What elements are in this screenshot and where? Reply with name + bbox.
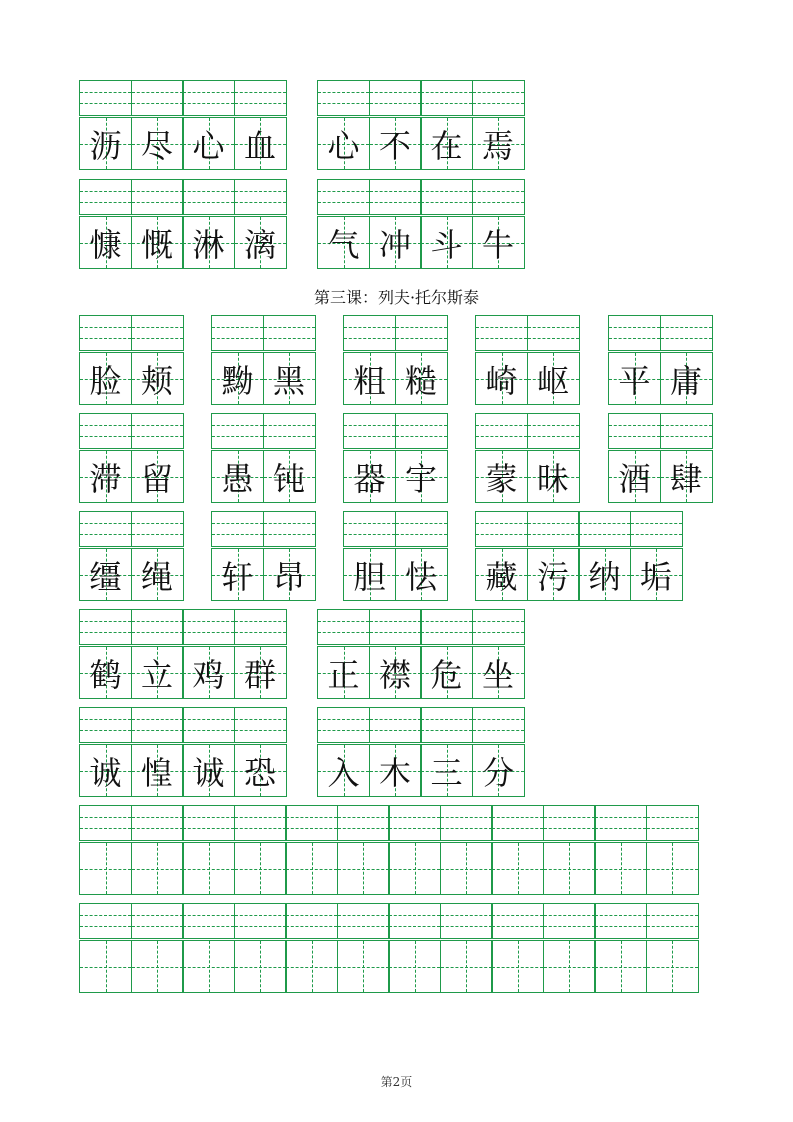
pinyin-cell[interactable] — [388, 903, 441, 939]
hanzi-char: 颊 — [140, 361, 173, 400]
pinyin-cell[interactable] — [608, 413, 661, 449]
hanzi-char: 三 — [430, 753, 463, 792]
pinyin-row — [608, 315, 713, 351]
hanzi-cell[interactable] — [79, 216, 132, 269]
hanzi-char: 漓 — [243, 225, 276, 264]
hanzi-cell[interactable] — [234, 842, 287, 895]
hanzi-cell[interactable] — [211, 548, 264, 601]
hanzi-char: 昂 — [272, 557, 305, 596]
hanzi-cell[interactable] — [630, 548, 683, 601]
hanzi-char: 黑 — [272, 361, 305, 400]
hanzi-char: 群 — [243, 655, 276, 694]
pinyin-cell[interactable] — [527, 511, 580, 547]
pinyin-cell[interactable] — [234, 903, 287, 939]
hanzi-row — [211, 450, 316, 503]
hanzi-cell[interactable] — [395, 450, 448, 503]
pinyin-cell[interactable] — [395, 315, 448, 351]
hanzi-cell[interactable] — [234, 216, 287, 269]
pinyin-cell[interactable] — [395, 511, 448, 547]
hanzi-char: 正 — [327, 655, 360, 694]
pinyin-cell[interactable] — [543, 805, 596, 841]
hanzi-cell[interactable] — [472, 216, 525, 269]
pinyin-row — [79, 609, 287, 645]
hanzi-cell[interactable] — [79, 352, 132, 405]
pinyin-cell[interactable] — [131, 80, 184, 116]
hanzi-cell[interactable] — [131, 450, 184, 503]
hanzi-cell[interactable] — [420, 117, 473, 170]
pinyin-cell[interactable] — [263, 511, 316, 547]
hanzi-char: 心 — [327, 126, 360, 165]
pinyin-row — [475, 315, 580, 351]
pinyin-row — [211, 511, 316, 547]
pinyin-cell[interactable] — [491, 903, 544, 939]
hanzi-cell[interactable] — [285, 842, 338, 895]
hanzi-cell[interactable] — [420, 216, 473, 269]
pinyin-row — [343, 315, 448, 351]
pinyin-cell[interactable] — [131, 707, 184, 743]
hanzi-row — [79, 117, 287, 170]
pinyin-cell[interactable] — [182, 609, 235, 645]
hanzi-char: 诚 — [89, 753, 122, 792]
hanzi-cell[interactable] — [131, 940, 184, 993]
pinyin-cell[interactable] — [182, 903, 235, 939]
hanzi-cell[interactable] — [369, 646, 422, 699]
hanzi-cell[interactable] — [660, 450, 713, 503]
pinyin-cell[interactable] — [608, 315, 661, 351]
hanzi-char: 气 — [327, 225, 360, 264]
pinyin-cell[interactable] — [472, 179, 525, 215]
hanzi-char: 肆 — [669, 459, 702, 498]
pinyin-cell[interactable] — [285, 805, 338, 841]
hanzi-cell[interactable] — [472, 744, 525, 797]
pinyin-cell[interactable] — [211, 315, 264, 351]
pinyin-cell[interactable] — [472, 80, 525, 116]
hanzi-char: 器 — [353, 459, 386, 498]
pinyin-cell[interactable] — [543, 903, 596, 939]
hanzi-cell[interactable] — [285, 940, 338, 993]
hanzi-cell[interactable] — [527, 352, 580, 405]
pinyin-row — [608, 413, 713, 449]
hanzi-row — [343, 352, 448, 405]
hanzi-cell[interactable] — [182, 744, 235, 797]
pinyin-cell[interactable] — [491, 805, 544, 841]
pinyin-cell[interactable] — [79, 805, 132, 841]
hanzi-cell[interactable] — [440, 940, 493, 993]
hanzi-char: 绳 — [140, 557, 173, 596]
pinyin-cell[interactable] — [263, 315, 316, 351]
hanzi-char: 恐 — [243, 753, 276, 792]
hanzi-char: 钝 — [272, 459, 305, 498]
hanzi-cell[interactable] — [475, 548, 528, 601]
pinyin-cell[interactable] — [475, 315, 528, 351]
hanzi-cell[interactable] — [211, 352, 264, 405]
pinyin-row — [343, 511, 448, 547]
hanzi-cell[interactable] — [472, 117, 525, 170]
pinyin-cell[interactable] — [131, 315, 184, 351]
hanzi-cell[interactable] — [578, 548, 631, 601]
hanzi-cell[interactable] — [317, 216, 370, 269]
pinyin-row — [475, 413, 580, 449]
hanzi-cell[interactable] — [369, 744, 422, 797]
hanzi-cell[interactable] — [79, 450, 132, 503]
pinyin-cell[interactable] — [131, 511, 184, 547]
pinyin-row — [79, 707, 287, 743]
hanzi-char: 滞 — [89, 459, 122, 498]
pinyin-cell[interactable] — [660, 315, 713, 351]
hanzi-char: 淋 — [192, 225, 225, 264]
hanzi-char: 木 — [378, 753, 411, 792]
pinyin-cell[interactable] — [369, 707, 422, 743]
hanzi-cell[interactable] — [234, 646, 287, 699]
hanzi-char: 牛 — [481, 225, 514, 264]
pinyin-cell[interactable] — [420, 609, 473, 645]
hanzi-char: 怯 — [404, 557, 437, 596]
hanzi-char: 愚 — [221, 459, 254, 498]
hanzi-char: 分 — [481, 753, 514, 792]
pinyin-cell[interactable] — [79, 80, 132, 116]
pinyin-cell[interactable] — [79, 315, 132, 351]
pinyin-row — [317, 707, 525, 743]
pinyin-cell[interactable] — [79, 707, 132, 743]
hanzi-cell[interactable] — [317, 744, 370, 797]
pinyin-cell[interactable] — [131, 179, 184, 215]
hanzi-row — [317, 744, 525, 797]
hanzi-row — [317, 216, 525, 269]
pinyin-cell[interactable] — [646, 903, 699, 939]
pinyin-cell[interactable] — [234, 609, 287, 645]
hanzi-char: 鸡 — [192, 655, 225, 694]
pinyin-cell[interactable] — [594, 805, 647, 841]
hanzi-cell[interactable] — [182, 842, 235, 895]
hanzi-row — [475, 450, 580, 503]
pinyin-cell[interactable] — [182, 707, 235, 743]
hanzi-char: 血 — [243, 126, 276, 165]
pinyin-cell[interactable] — [420, 179, 473, 215]
pinyin-cell[interactable] — [131, 903, 184, 939]
hanzi-cell[interactable] — [343, 352, 396, 405]
hanzi-char: 藏 — [485, 557, 518, 596]
pinyin-cell[interactable] — [79, 413, 132, 449]
pinyin-cell[interactable] — [234, 707, 287, 743]
hanzi-char: 危 — [430, 655, 463, 694]
hanzi-cell[interactable] — [263, 548, 316, 601]
hanzi-char: 尽 — [140, 126, 173, 165]
pinyin-cell[interactable] — [475, 413, 528, 449]
pinyin-cell[interactable] — [388, 805, 441, 841]
hanzi-char: 入 — [327, 753, 360, 792]
lesson-title: 第三课：列夫·托尔斯泰 — [313, 288, 480, 307]
hanzi-row — [79, 940, 699, 993]
hanzi-cell[interactable] — [388, 842, 441, 895]
hanzi-cell[interactable] — [131, 352, 184, 405]
hanzi-cell[interactable] — [211, 450, 264, 503]
hanzi-char: 慨 — [140, 225, 173, 264]
hanzi-cell[interactable] — [608, 352, 661, 405]
hanzi-cell[interactable] — [369, 117, 422, 170]
hanzi-cell[interactable] — [79, 646, 132, 699]
hanzi-char: 岖 — [536, 361, 569, 400]
pinyin-cell[interactable] — [395, 413, 448, 449]
hanzi-row — [79, 216, 287, 269]
hanzi-cell[interactable] — [131, 842, 184, 895]
pinyin-cell[interactable] — [369, 609, 422, 645]
pinyin-cell[interactable] — [527, 413, 580, 449]
hanzi-row — [475, 548, 683, 601]
hanzi-char: 纳 — [588, 557, 621, 596]
hanzi-row — [343, 548, 448, 601]
pinyin-cell[interactable] — [317, 80, 370, 116]
pinyin-cell[interactable] — [211, 413, 264, 449]
pinyin-row — [79, 179, 287, 215]
hanzi-cell[interactable] — [263, 450, 316, 503]
pinyin-cell[interactable] — [337, 903, 390, 939]
pinyin-row — [475, 511, 683, 547]
hanzi-cell[interactable] — [646, 842, 699, 895]
hanzi-char: 平 — [618, 361, 651, 400]
pinyin-cell[interactable] — [211, 511, 264, 547]
pinyin-cell[interactable] — [440, 805, 493, 841]
pinyin-row — [343, 413, 448, 449]
pinyin-cell[interactable] — [343, 511, 396, 547]
hanzi-cell[interactable] — [527, 450, 580, 503]
pinyin-cell[interactable] — [182, 179, 235, 215]
page-number: 第2页 — [380, 1075, 413, 1089]
hanzi-char: 污 — [536, 557, 569, 596]
pinyin-cell[interactable] — [578, 511, 631, 547]
pinyin-row — [317, 609, 525, 645]
pinyin-cell[interactable] — [369, 179, 422, 215]
pinyin-cell[interactable] — [527, 315, 580, 351]
hanzi-cell[interactable] — [594, 842, 647, 895]
hanzi-row — [608, 352, 713, 405]
pinyin-row — [79, 80, 287, 116]
pinyin-cell[interactable] — [343, 413, 396, 449]
hanzi-cell[interactable] — [608, 450, 661, 503]
hanzi-cell[interactable] — [527, 548, 580, 601]
hanzi-row — [79, 842, 699, 895]
hanzi-char: 不 — [378, 126, 411, 165]
pinyin-cell[interactable] — [317, 609, 370, 645]
hanzi-cell[interactable] — [131, 646, 184, 699]
hanzi-char: 焉 — [481, 126, 514, 165]
hanzi-row — [79, 352, 184, 405]
hanzi-cell[interactable] — [472, 646, 525, 699]
hanzi-cell[interactable] — [594, 940, 647, 993]
pinyin-cell[interactable] — [630, 511, 683, 547]
hanzi-cell[interactable] — [317, 646, 370, 699]
hanzi-cell[interactable] — [369, 216, 422, 269]
pinyin-cell[interactable] — [420, 707, 473, 743]
pinyin-cell[interactable] — [182, 80, 235, 116]
hanzi-row — [608, 450, 713, 503]
hanzi-cell[interactable] — [337, 940, 390, 993]
hanzi-char: 庸 — [669, 361, 702, 400]
pinyin-row — [317, 80, 525, 116]
hanzi-cell[interactable] — [337, 842, 390, 895]
pinyin-cell[interactable] — [263, 413, 316, 449]
hanzi-char: 在 — [430, 126, 463, 165]
hanzi-cell[interactable] — [182, 940, 235, 993]
hanzi-row — [343, 450, 448, 503]
hanzi-cell[interactable] — [131, 117, 184, 170]
hanzi-cell[interactable] — [317, 117, 370, 170]
hanzi-cell[interactable] — [131, 548, 184, 601]
hanzi-row — [79, 646, 287, 699]
pinyin-cell[interactable] — [420, 80, 473, 116]
hanzi-char: 沥 — [89, 126, 122, 165]
hanzi-char: 心 — [192, 126, 225, 165]
hanzi-cell[interactable] — [79, 842, 132, 895]
pinyin-cell[interactable] — [337, 805, 390, 841]
hanzi-char: 坐 — [481, 655, 514, 694]
hanzi-cell[interactable] — [182, 646, 235, 699]
hanzi-cell[interactable] — [646, 940, 699, 993]
hanzi-char: 胆 — [353, 557, 386, 596]
pinyin-cell[interactable] — [343, 315, 396, 351]
pinyin-row — [211, 315, 316, 351]
hanzi-cell[interactable] — [343, 548, 396, 601]
pinyin-cell[interactable] — [182, 805, 235, 841]
hanzi-char: 蒙 — [485, 459, 518, 498]
pinyin-row — [79, 903, 699, 939]
hanzi-cell[interactable] — [79, 744, 132, 797]
pinyin-cell[interactable] — [646, 805, 699, 841]
hanzi-cell[interactable] — [543, 842, 596, 895]
hanzi-cell[interactable] — [182, 117, 235, 170]
hanzi-cell[interactable] — [475, 450, 528, 503]
hanzi-char: 糙 — [404, 361, 437, 400]
hanzi-char: 鹤 — [89, 655, 122, 694]
hanzi-cell[interactable] — [131, 216, 184, 269]
hanzi-cell[interactable] — [420, 646, 473, 699]
pinyin-cell[interactable] — [79, 511, 132, 547]
pinyin-cell[interactable] — [131, 413, 184, 449]
pinyin-cell[interactable] — [79, 609, 132, 645]
pinyin-cell[interactable] — [472, 609, 525, 645]
hanzi-cell[interactable] — [79, 117, 132, 170]
pinyin-cell[interactable] — [285, 903, 338, 939]
pinyin-cell[interactable] — [440, 903, 493, 939]
hanzi-row — [317, 117, 525, 170]
hanzi-char: 酒 — [618, 459, 651, 498]
pinyin-cell[interactable] — [594, 903, 647, 939]
hanzi-row — [79, 450, 184, 503]
hanzi-cell[interactable] — [234, 744, 287, 797]
hanzi-cell[interactable] — [131, 744, 184, 797]
pinyin-cell[interactable] — [234, 179, 287, 215]
pinyin-cell[interactable] — [79, 903, 132, 939]
hanzi-char: 宇 — [404, 459, 437, 498]
hanzi-row — [79, 548, 184, 601]
hanzi-char: 脸 — [89, 361, 122, 400]
pinyin-cell[interactable] — [317, 179, 370, 215]
hanzi-cell[interactable] — [79, 548, 132, 601]
pinyin-row — [79, 511, 184, 547]
hanzi-cell[interactable] — [263, 352, 316, 405]
hanzi-cell[interactable] — [395, 548, 448, 601]
hanzi-row — [211, 548, 316, 601]
hanzi-char: 惶 — [140, 753, 173, 792]
pinyin-cell[interactable] — [472, 707, 525, 743]
hanzi-row — [475, 352, 580, 405]
pinyin-cell[interactable] — [317, 707, 370, 743]
hanzi-char: 冲 — [378, 225, 411, 264]
pinyin-row — [211, 413, 316, 449]
hanzi-char: 斗 — [430, 225, 463, 264]
hanzi-char: 垢 — [639, 557, 672, 596]
hanzi-char: 留 — [140, 459, 173, 498]
hanzi-cell[interactable] — [475, 352, 528, 405]
hanzi-char: 立 — [140, 655, 173, 694]
hanzi-cell[interactable] — [660, 352, 713, 405]
pinyin-cell[interactable] — [131, 805, 184, 841]
hanzi-char: 崎 — [485, 361, 518, 400]
pinyin-cell[interactable] — [234, 80, 287, 116]
hanzi-row — [211, 352, 316, 405]
pinyin-cell[interactable] — [660, 413, 713, 449]
pinyin-row — [79, 413, 184, 449]
pinyin-cell[interactable] — [79, 179, 132, 215]
hanzi-cell[interactable] — [420, 744, 473, 797]
hanzi-cell[interactable] — [491, 940, 544, 993]
pinyin-cell[interactable] — [369, 80, 422, 116]
hanzi-cell[interactable] — [388, 940, 441, 993]
pinyin-row — [79, 805, 699, 841]
pinyin-row — [79, 315, 184, 351]
hanzi-cell[interactable] — [234, 117, 287, 170]
hanzi-char: 轩 — [221, 557, 254, 596]
hanzi-char: 诚 — [192, 753, 225, 792]
pinyin-cell[interactable] — [475, 511, 528, 547]
pinyin-cell[interactable] — [131, 609, 184, 645]
hanzi-cell[interactable] — [395, 352, 448, 405]
hanzi-cell[interactable] — [79, 940, 132, 993]
hanzi-char: 慷 — [89, 225, 122, 264]
hanzi-char: 黝 — [221, 361, 254, 400]
pinyin-row — [317, 179, 525, 215]
hanzi-char: 襟 — [378, 655, 411, 694]
hanzi-row — [79, 744, 287, 797]
hanzi-char: 昧 — [536, 459, 569, 498]
hanzi-cell[interactable] — [234, 940, 287, 993]
hanzi-cell[interactable] — [182, 216, 235, 269]
hanzi-row — [317, 646, 525, 699]
pinyin-cell[interactable] — [234, 805, 287, 841]
hanzi-cell[interactable] — [343, 450, 396, 503]
hanzi-cell[interactable] — [543, 940, 596, 993]
hanzi-cell[interactable] — [440, 842, 493, 895]
hanzi-char: 缰 — [89, 557, 122, 596]
hanzi-cell[interactable] — [491, 842, 544, 895]
hanzi-char: 粗 — [353, 361, 386, 400]
